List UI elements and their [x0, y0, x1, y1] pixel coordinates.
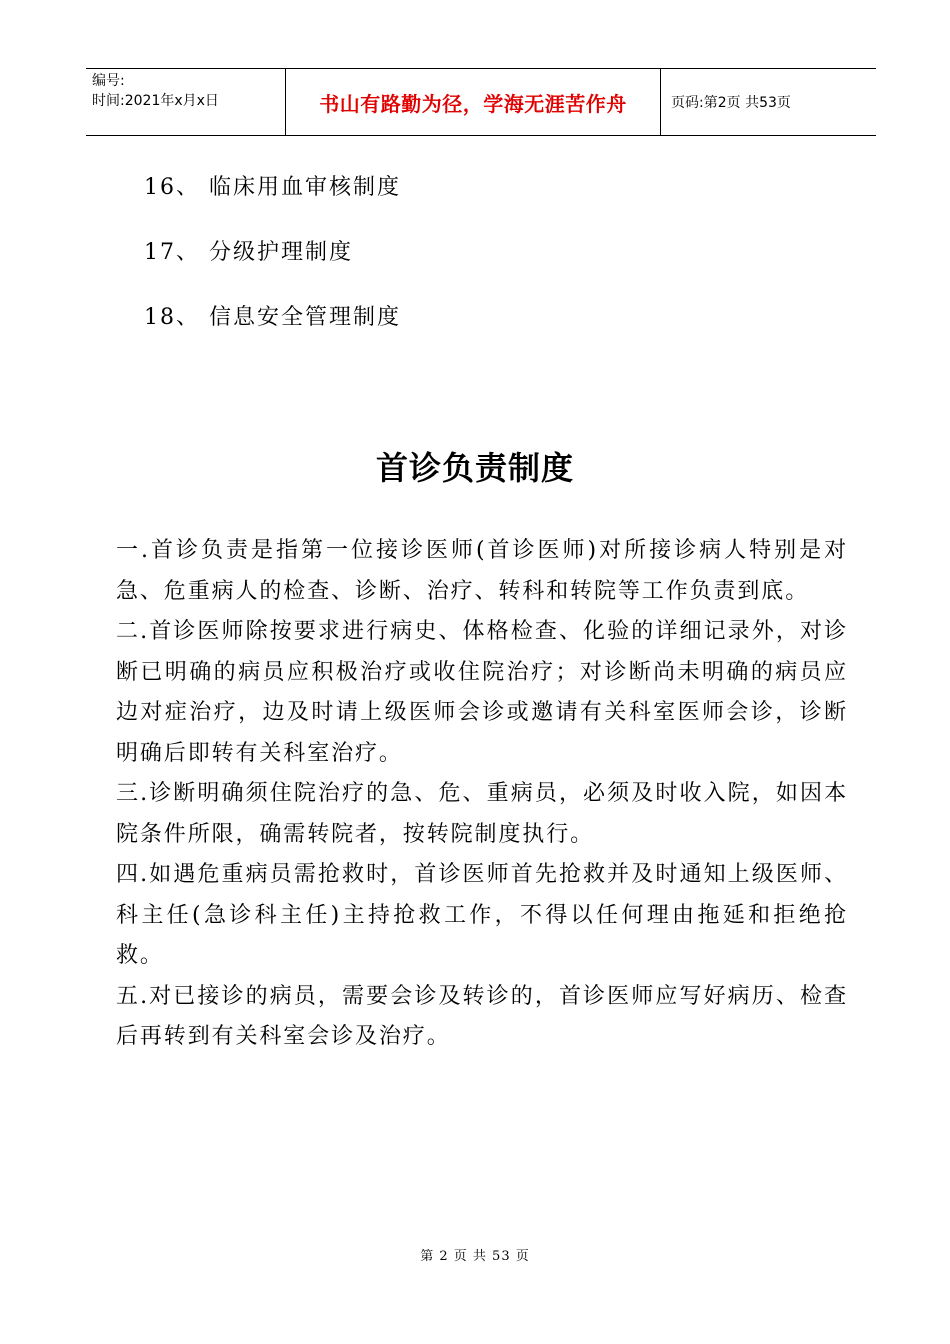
- paragraph: 一.首诊负责是指第一位接诊医师(首诊医师)对所接诊病人特别是对急、危重病人的检查、诊断、治疗、转科和转院等工作负责到底。: [116, 538, 848, 604]
- paragraph: 二.首诊医师除按要求进行病史、体格检查、化验的详细记录外，对诊断已明确的病员应积极治疗或收住院治疗；对诊断尚未明确的病员应边对症治疗，边及时请上级医师会诊或邀请有关科室医师会诊，诊断明确后即转有关科室治疗。: [116, 619, 848, 766]
- page-footer: 第 2 页 共 53 页: [420, 1249, 530, 1264]
- header-page-info: 页码:第2页 共53页: [671, 95, 791, 111]
- page-header: [86, 68, 876, 136]
- header-meta: [86, 69, 286, 135]
- body-text: [116, 531, 848, 1058]
- list-item: 16、 临床用血审核制度: [144, 175, 401, 200]
- document-number-label: 编号:: [92, 73, 125, 89]
- paragraph: 三.诊断明确须住院治疗的急、危、重病员，必须及时收入院，如因本院条件所限，确需转院者，按转院制度执行。: [116, 781, 848, 847]
- list-item: 18、 信息安全管理制度: [144, 305, 401, 330]
- document-time-label: 时间:2021年x月x日: [92, 93, 219, 109]
- list-item: 17、 分级护理制度: [144, 240, 353, 265]
- paragraph: 四.如遇危重病员需抢救时，首诊医师首先抢救并及时通知上级医师、科主任(急诊科主任)主持抢救工作，不得以任何理由拖延和拒绝抢救。: [116, 862, 848, 968]
- paragraph: 五.对已接诊的病员，需要会诊及转诊的，首诊医师应写好病历、检查后再转到有关科室会诊及治疗。: [116, 983, 848, 1049]
- header-motto: 书山有路勤为径，学海无涯苦作舟: [286, 69, 661, 135]
- section-title: 首诊负责制度: [375, 449, 574, 487]
